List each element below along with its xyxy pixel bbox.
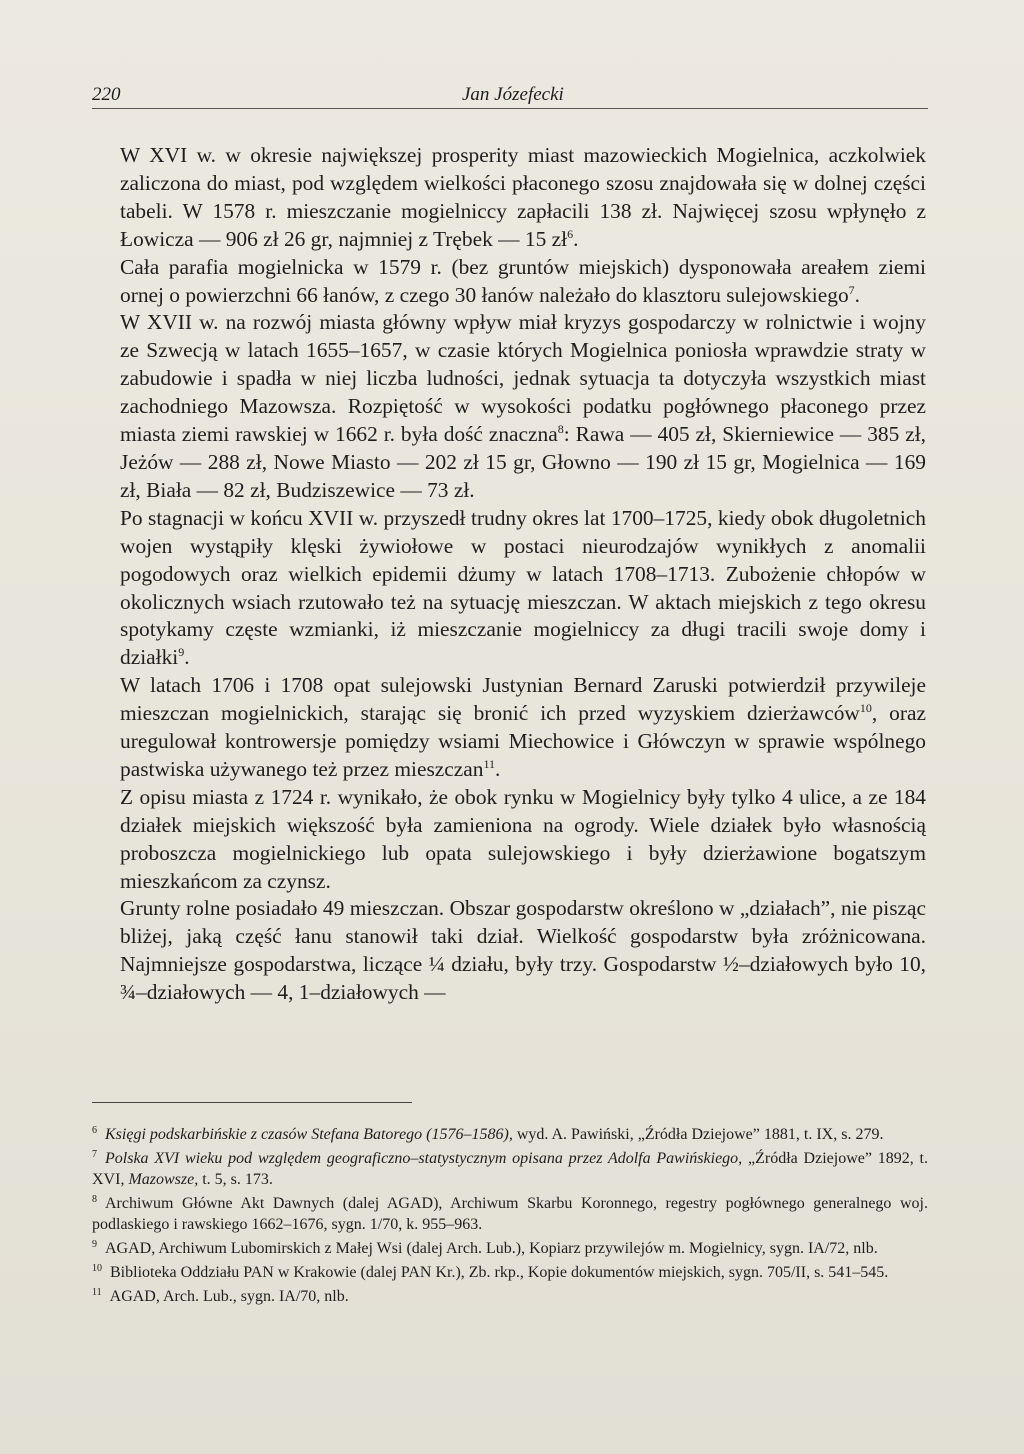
footnote-number: 10	[92, 1262, 102, 1274]
page-number: 220	[92, 84, 121, 105]
footnote-ref: 9	[178, 645, 185, 660]
footnote-ref: 8	[557, 421, 564, 436]
text-run: t. 5, s. 173.	[198, 1171, 273, 1188]
footnote	[92, 1238, 928, 1259]
footnote	[92, 1262, 928, 1283]
text-run: W latach 1706 i 1708 opat sulejowski Justynian Bernard Zaruski potwierdził przywileje mieszczan mogielnickich, starając się bronić ich przed wyzyskiem dzierżawców	[120, 673, 926, 726]
text-run: Z opisu miasta z 1724 r. wynikało, że obok rynku w Mogielnicy były tylko 4 ulice, a ze 184 działek miejskich większość była zamieniona na ogrody. Wiele działek było własnością proboszcza mogielnickiego lub opata sulejowskiego i były dzierżawione bogatszym mieszkańcom za czynsz.	[120, 784, 926, 893]
text-run: AGAD, Archiwum Lubomirskich z Małej Wsi (dalej Arch. Lub.), Kopiarz przywilejów m. Mogielnicy, sygn. IA/72, nlb.	[105, 1240, 878, 1257]
footnote-number: 9	[92, 1238, 97, 1250]
footnote-ref: 10	[859, 701, 872, 715]
text-run: W XVII w. na rozwój miasta główny wpływ miał kryzys gospodarczy w rolnictwie i wojny ze Szwecją w latach 1655–1657, w czasie których Mogielnica poniosła wprawdzie straty w zabudowie i spadła w niej liczba ludności, jednak sytuacja ta dotyczyła wszystkich miast zachodniego Mazowsza. Rozpiętość w wysokości podatku pogłównego płaconego przez miasta ziemi rawskiej w 1662 r. była dość znaczna	[120, 310, 926, 447]
footnote-number: 7	[92, 1148, 97, 1160]
body-text	[120, 142, 926, 1007]
text-run: .	[184, 645, 190, 670]
footnote	[92, 1286, 928, 1307]
text-run: Biblioteka Oddziału PAN w Krakowie (dalej PAN Kr.), Zb. rkp., Kopie dokumentów miejskich, sygn. 705/II, s. 541–545.	[110, 1264, 889, 1281]
italic-text: Księgi podskarbińskie z czasów Stefana Batorego (1576–1586),	[105, 1126, 513, 1143]
text-run: : Rawa — 405 zł, Skierniewice — 385 zł, Jeżów — 288 zł, Nowe Miasto — 202 zł 15 gr, Głowno — 190 zł 15 gr, Mogielnica — 169 zł, Biała — 82 zł, Budziszewice — 73 zł.	[120, 422, 926, 502]
paragraph	[120, 505, 926, 672]
paragraph	[120, 784, 926, 896]
text-run: Cała parafia mogielnicka w 1579 r. (bez gruntów miejskich) dysponowała areałem ziemi ornej o powierzchni 66 łanów, z czego 30 łanów należało do klasztoru sulejowskiego	[120, 254, 926, 307]
footnote	[92, 1148, 928, 1190]
text-run: , oraz uregulował kontrowersje pomiędzy wsiami Miechowice i Główczyn w sprawie wspólnego pastwiska używanego też przez mieszczan	[120, 701, 926, 781]
footnote-ref: 7	[848, 282, 855, 297]
text-run: „Źródła Dziejowe” 1892, t. XVI,	[92, 1150, 928, 1188]
footnote-number: 8	[92, 1193, 97, 1205]
italic-text: Polska XVI wieku pod względem geograficzno–statystycznym opisana przez Adolfa Pawińskiego,	[105, 1150, 743, 1167]
text-run: .	[854, 282, 860, 307]
paragraph	[120, 309, 926, 504]
text-run: Po stagnacji w końcu XVII w. przyszedł trudny okres lat 1700–1725, kiedy obok długoletnich wojen wystąpiły klęski żywiołowe w postaci nieurodzajów wynikłych z anomalii pogodowych oraz wielkich epidemii dżumy w latach 1708–1713. Zubożenie chłopów w okolicznych wsiach rzutowało też na sytuację mieszczan. W aktach miejskich z tego okresu spotykamy częste wzmianki, iż mieszczanie mogielniccy za długi tracili swoje domy i działki	[120, 505, 926, 670]
paragraph	[120, 895, 926, 1007]
paragraph	[120, 142, 926, 254]
footnote-rule	[92, 1102, 412, 1103]
italic-text: Mazowsze,	[128, 1171, 199, 1188]
text-run: .	[495, 756, 501, 781]
text-run: wyd. A. Pawiński, „Źródła Dziejowe” 1881, t. IX, s. 279.	[512, 1126, 884, 1143]
text-run: W XVI w. w okresie największej prosperity miast mazowieckich Mogielnica, aczkolwiek zaliczona do miast, pod względem wielkości płaconego szosu znajdowała się w dolnej części tabeli. W 1578 r. mieszczanie mogielniccy zapłacili 138 zł. Najwięcej szosu wpłynęło z Łowicza — 906 zł 26 gr, najmniej z Trębek — 15 zł	[120, 143, 926, 251]
text-run: AGAD, Arch. Lub., sygn. IA/70, nlb.	[109, 1288, 349, 1305]
footnote-ref: 6	[567, 226, 574, 241]
footnote	[92, 1193, 928, 1235]
footnote-ref: 11	[483, 756, 496, 771]
text-run: .	[573, 226, 579, 251]
footnotes	[92, 1124, 928, 1310]
footnote-number: 11	[92, 1286, 102, 1298]
page-header	[92, 78, 928, 109]
footnote-number: 6	[92, 1124, 97, 1136]
footnote	[92, 1124, 928, 1145]
text-run: Grunty rolne posiadało 49 mieszczan. Obszar gospodarstw określono w „działach”, nie pisząc bliżej, jaką część łanu stanowił taki dział. Wielkość gospodarstw była zróżnicowana. Najmniejsze gospodarstwa, liczące ¼ działu, były trzy. Gospodarstw ½–działowych było 10, ¾–działowych — 4, 1–działowych —	[120, 896, 926, 1005]
running-head: Jan Józefecki	[462, 84, 564, 105]
paragraph	[120, 672, 926, 784]
paragraph	[120, 254, 926, 310]
text-run: Archiwum Główne Akt Dawnych (dalej AGAD), Archiwum Skarbu Koronnego, regestry pogłównego generalnego woj. podlaskiego i rawskiego 1662–1676, sygn. 1/70, k. 955–963.	[92, 1195, 928, 1233]
